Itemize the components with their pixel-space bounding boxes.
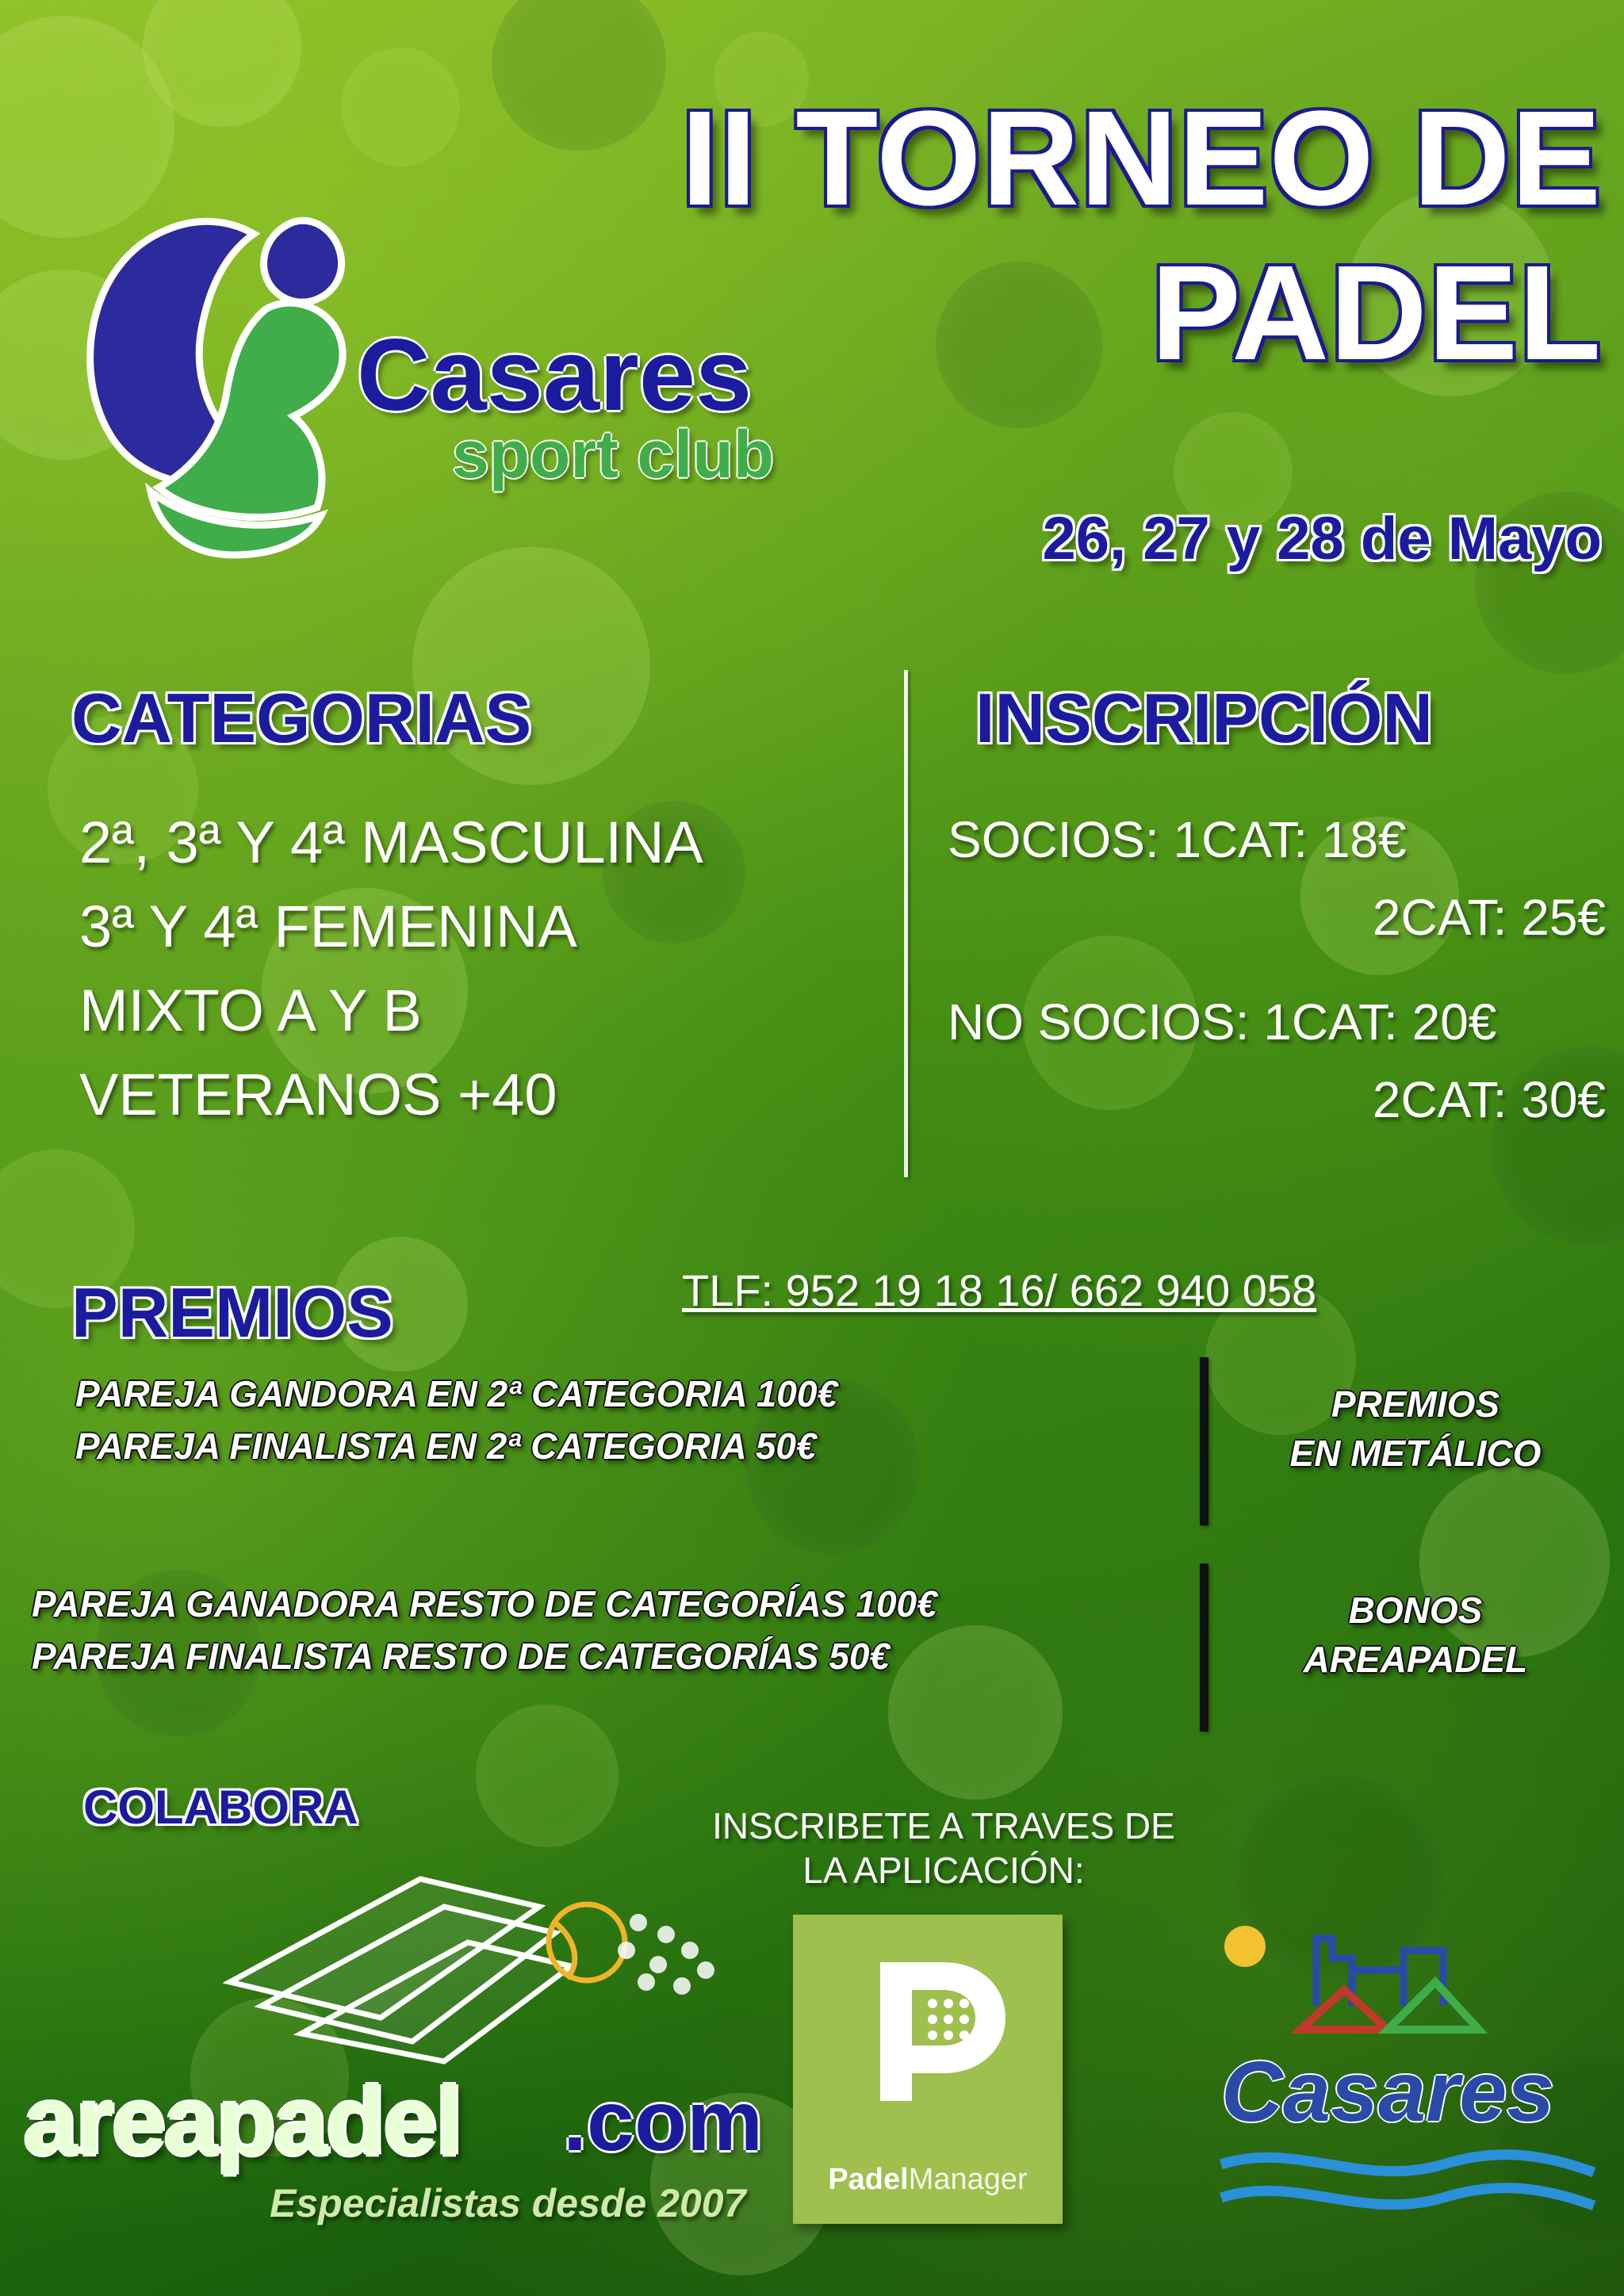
- premios-group-1: [75, 1368, 1193, 1472]
- casares-town-wordmark: Casares: [1221, 2043, 1555, 2139]
- price-row-socios-2cat: 2CAT: 25€: [1372, 889, 1606, 946]
- column-divider: [904, 670, 908, 1177]
- categorias-heading: CATEGORIAS: [71, 679, 532, 757]
- areapadel-wordmark: areapadel: [24, 2067, 462, 2175]
- premios-note-2: [1245, 1586, 1586, 1684]
- casares-town-logo: [1205, 1903, 1618, 2236]
- price-row-nosocios-2cat: 2CAT: 30€: [1372, 1071, 1606, 1128]
- inscripcion-heading: INSCRIPCIÓN: [975, 679, 1433, 757]
- areapadel-logo[interactable]: [16, 1863, 777, 2244]
- prize-divider-bar: [1200, 1357, 1208, 1525]
- padelmanager-name-light: Manager: [908, 2163, 1028, 2196]
- club-name: Casares: [357, 319, 753, 432]
- prize-line: PAREJA FINALISTA EN 2ª CATEGORIA 50€: [75, 1425, 817, 1467]
- prize-line: PAREJA FINALISTA RESTO DE CATEGORÍAS 50€: [32, 1636, 891, 1677]
- areapadel-domain: .com: [563, 2072, 764, 2168]
- padelmanager-name-bold: Padel: [828, 2163, 909, 2196]
- note-line: PREMIOS: [1331, 1383, 1500, 1425]
- app-caption-line1: INSCRIBETE A TRAVES DE: [712, 1805, 1175, 1846]
- prize-line: PAREJA GANDORA EN 2ª CATEGORIA 100€: [75, 1373, 838, 1414]
- colabora-heading: COLABORA: [83, 1781, 358, 1834]
- poster-title-line1: II TORNEO DE: [680, 83, 1602, 234]
- prize-line: PAREJA GANADORA RESTO DE CATEGORÍAS 100€: [32, 1583, 937, 1624]
- poster-dates: 26, 27 y 28 de Mayo: [1042, 505, 1602, 572]
- price-row-nosocios-1cat: NO SOCIOS: 1CAT: 20€: [948, 993, 1497, 1050]
- padelmanager-icon: [793, 1915, 1063, 2152]
- premios-heading: PREMIOS: [71, 1273, 393, 1352]
- spacer: [948, 956, 1606, 983]
- list-item: VETERANOS +40: [79, 1062, 557, 1127]
- prize-divider-bar: [1200, 1563, 1208, 1732]
- padelmanager-label: [793, 2163, 1063, 2197]
- premios-group-2: [32, 1578, 1193, 1682]
- note-line: BONOS: [1348, 1590, 1483, 1631]
- list-item: MIXTO A Y B: [79, 978, 422, 1043]
- note-line: AREAPADEL: [1303, 1639, 1528, 1680]
- list-item: 2ª, 3ª Y 4ª MASCULINA: [79, 809, 703, 875]
- telephone-text: TLF: 952 19 18 16/ 662 940 058: [682, 1265, 1317, 1315]
- club-subtitle: sport club: [452, 417, 775, 492]
- list-item: 3ª Y 4ª FEMENINA: [79, 894, 577, 959]
- poster-title-line2: PADEL: [1151, 238, 1602, 388]
- app-caption: [682, 1804, 1205, 1892]
- areapadel-tagline: Especialistas desde 2007: [270, 2181, 746, 2225]
- categorias-list: [79, 801, 896, 1137]
- premios-note-1: [1245, 1380, 1586, 1478]
- casares-sport-club-logo: [56, 198, 856, 571]
- padel-racket-icon: [182, 1847, 737, 2085]
- padelmanager-logo-box[interactable]: [793, 1915, 1063, 2224]
- inscripcion-prices: [948, 801, 1606, 1138]
- note-line: EN METÁLICO: [1289, 1433, 1542, 1474]
- price-row-socios-1cat: SOCIOS: 1CAT: 18€: [948, 811, 1407, 868]
- app-caption-line2: LA APLICACIÓN:: [802, 1850, 1085, 1891]
